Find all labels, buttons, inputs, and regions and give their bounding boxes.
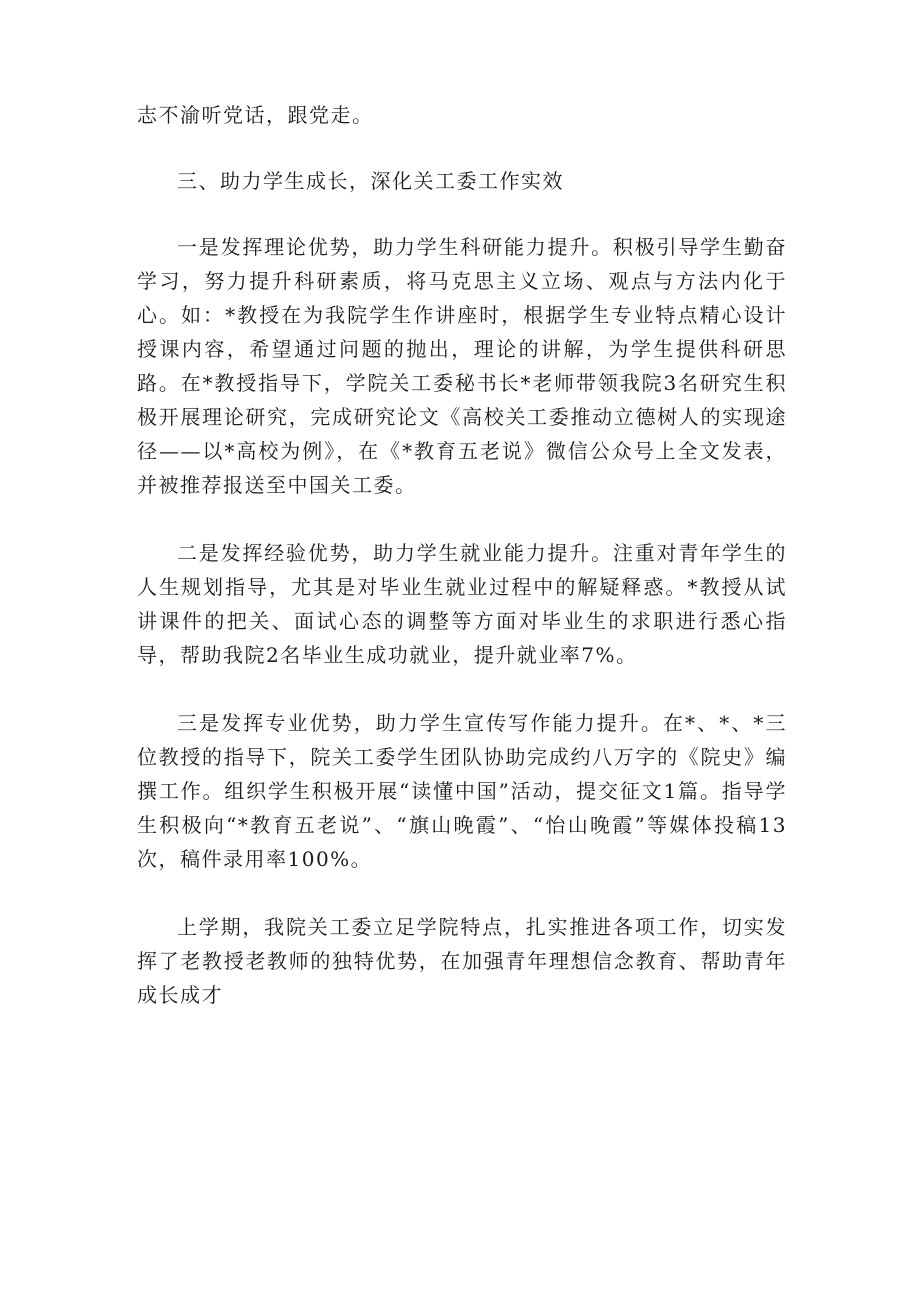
- paragraph-experience-advantage: 二是发挥经验优势，助力学生就业能力提升。注重对青年学生的人生规划指导，尤其是对毕业生就业过程中的解疑释惑。*教授从试讲课件的把关、面试心态的调整等方面对毕业生的求职进行悉心指导，帮助我院2名毕业生成功就业，提升就业率7%。: [137, 541, 787, 667]
- section-heading: 三、助力学生成长，深化关工委工作实效: [177, 169, 564, 193]
- document-body: [137, 98, 787, 1012]
- paragraph-summary: 上学期，我院关工委立足学院特点，扎实推进各项工作，切实发挥了老教授老教师的独特优势，在加强青年理想信念教育、帮助青年成长成才: [137, 915, 787, 1007]
- paragraph-theory-advantage: 一是发挥理论优势，助力学生科研能力提升。积极引导学生勤奋学习，努力提升科研素质，将马克思主义立场、观点与方法内化于心。如：*教授在为我院学生作讲座时，根据学生专业特点精心设计授课内容，希望通过问题的抛出，理论的讲解，为学生提供科研思路。在*教授指导下，学院关工委秘书长*老师带领我院3名研究生积极开展理论研究，完成研究论文《高校关工委推动立德树人的实现途径——以*高校为例》，在《*教育五老说》微信公众号上全文发表，并被推荐报送至中国关工委。: [137, 235, 787, 497]
- paragraph-continuation: 志不渝听党话，跟党走。: [137, 103, 374, 127]
- paragraph-professional-advantage: 三是发挥专业优势，助力学生宣传写作能力提升。在*、*、*三位教授的指导下，院关工委学生团队协助完成约八万字的《院史》编撰工作。组织学生积极开展“读懂中国”活动，提交征文1篇。指导学生积极向“*教育五老说”、“旗山晚霞”、“怡山晚霞”等媒体投稿13次，稿件录用率100%。: [137, 711, 787, 871]
